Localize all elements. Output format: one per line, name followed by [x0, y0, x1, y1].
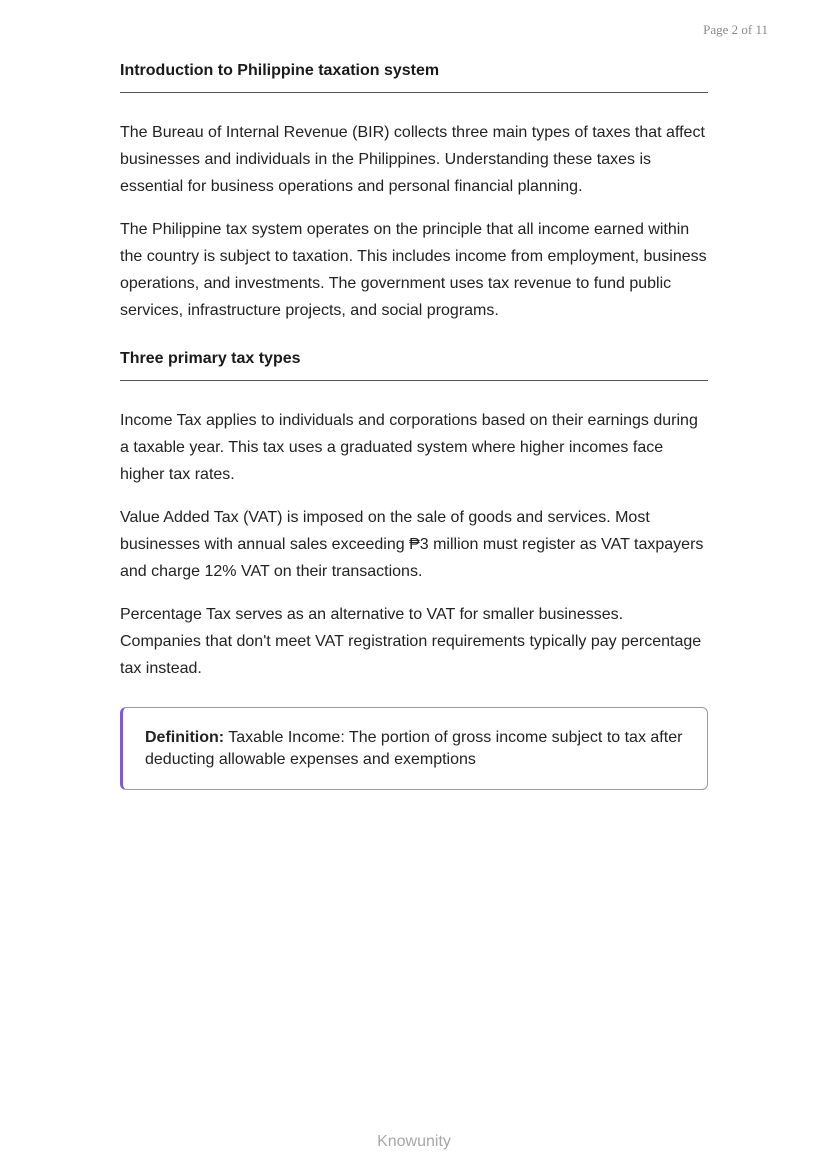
paragraph-income-tax: Income Tax applies to individuals and corporations based on their earnings during a taxable year. This tax uses a graduated system where higher incomes face higher tax rates.	[120, 412, 698, 483]
paragraph-percentage-tax: Percentage Tax serves as an alternative to VAT for smaller businesses. Companies that don't meet VAT registration requirements typically pay percentage tax instead.	[120, 606, 702, 677]
page-number: Page 2 of 11	[703, 22, 768, 37]
section-heading-tax-types: Three primary tax types	[120, 348, 708, 381]
paragraph: The Philippine tax system operates on the principle that all income earned within the country is subject to taxation. This includes income from employment, business operations, and investments. The government uses tax revenue to fund public services, infrastructure projects, and social programs.	[120, 221, 707, 319]
paragraph-vat: Value Added Tax (VAT) is imposed on the sale of goods and services. Most businesses with annual sales exceeding ₱3 million must register as VAT taxpayers and charge 12% VAT on their transactions.	[120, 509, 704, 580]
document-content	[120, 60, 708, 790]
definition-text: Taxable Income: The portion of gross income subject to tax after deducting allowable expenses and exemptions	[145, 729, 683, 768]
definition-box	[120, 707, 708, 790]
footer-brand: Knowunity	[377, 1133, 451, 1150]
section-heading-introduction: Introduction to Philippine taxation system	[120, 60, 708, 93]
definition-label: Definition:	[145, 729, 225, 746]
paragraph: The Bureau of Internal Revenue (BIR) collects three main types of taxes that affect businesses and individuals in the Philippines. Understanding these taxes is essential for business operations and personal financial planning.	[120, 124, 705, 195]
